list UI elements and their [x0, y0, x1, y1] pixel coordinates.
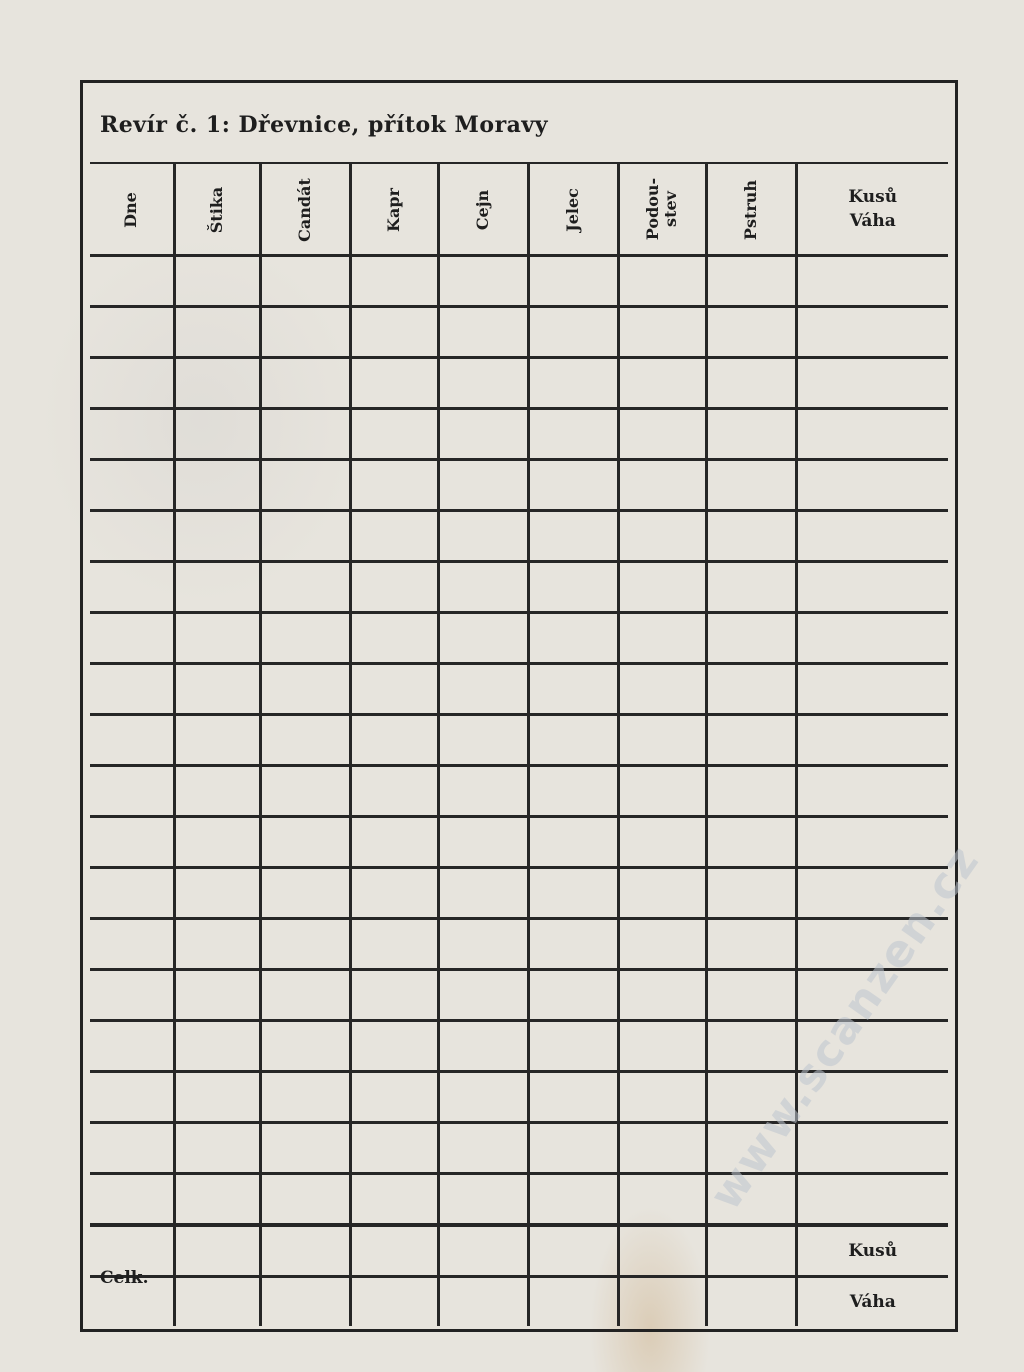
entry-cell[interactable] — [90, 562, 174, 613]
entry-cell[interactable] — [528, 817, 618, 868]
entry-cell[interactable] — [174, 511, 260, 562]
entry-cell[interactable] — [528, 511, 618, 562]
column-header — [618, 163, 706, 256]
entry-cell[interactable] — [260, 409, 350, 460]
entry-cell[interactable] — [90, 919, 174, 970]
entry-cell[interactable] — [350, 1072, 438, 1123]
entry-cell[interactable] — [528, 664, 618, 715]
entry-cell[interactable] — [618, 358, 706, 409]
table-row — [90, 511, 948, 562]
entry-cell[interactable] — [174, 562, 260, 613]
entry-cell[interactable] — [438, 511, 528, 562]
entry-cell[interactable] — [796, 817, 948, 868]
total-cell[interactable] — [438, 1277, 528, 1327]
entry-cell[interactable] — [438, 1174, 528, 1226]
entry-cell[interactable] — [706, 358, 796, 409]
entry-cell[interactable] — [90, 307, 174, 358]
entry-cell[interactable] — [706, 664, 796, 715]
totals-section — [90, 1225, 948, 1326]
entry-cell[interactable] — [618, 1021, 706, 1072]
entry-cell[interactable] — [796, 613, 948, 664]
entry-cell[interactable] — [260, 766, 350, 817]
total-cell[interactable] — [706, 1225, 796, 1277]
total-cell[interactable] — [618, 1225, 706, 1277]
entry-cell[interactable] — [528, 460, 618, 511]
entry-cell[interactable] — [706, 868, 796, 919]
total-cell[interactable] — [260, 1277, 350, 1327]
entry-cell[interactable] — [174, 613, 260, 664]
column-header — [796, 163, 948, 256]
entry-cell[interactable] — [618, 409, 706, 460]
entry-cell[interactable] — [528, 868, 618, 919]
column-header-label: Candát — [295, 177, 314, 242]
entry-cell[interactable] — [618, 307, 706, 358]
column-header — [260, 163, 350, 256]
entry-cell[interactable] — [618, 868, 706, 919]
entry-cell[interactable] — [618, 256, 706, 307]
entry-cell[interactable] — [618, 1123, 706, 1174]
entry-cell[interactable] — [796, 460, 948, 511]
entry-cell[interactable] — [260, 562, 350, 613]
watermark: www.scanzen.cz — [700, 835, 990, 1220]
entry-cell[interactable] — [90, 1021, 174, 1072]
entry-cell[interactable] — [90, 358, 174, 409]
table-row — [90, 256, 948, 307]
entry-cell[interactable] — [618, 460, 706, 511]
entry-cell[interactable] — [350, 1123, 438, 1174]
entry-cell[interactable] — [174, 256, 260, 307]
entry-cell[interactable] — [260, 1123, 350, 1174]
entry-cell[interactable] — [618, 1072, 706, 1123]
entry-cell[interactable] — [350, 460, 438, 511]
entry-cell[interactable] — [438, 460, 528, 511]
entry-cell[interactable] — [706, 409, 796, 460]
entry-cell[interactable] — [260, 1174, 350, 1226]
total-pieces-label: Kusů — [796, 1225, 948, 1277]
entry-cell[interactable] — [350, 817, 438, 868]
column-header — [90, 163, 174, 256]
entry-cell[interactable] — [528, 256, 618, 307]
entry-cell[interactable] — [260, 511, 350, 562]
entry-cell[interactable] — [260, 1072, 350, 1123]
entry-cell[interactable] — [90, 664, 174, 715]
entry-cell[interactable] — [528, 613, 618, 664]
entry-cell[interactable] — [350, 664, 438, 715]
entry-cell[interactable] — [260, 613, 350, 664]
table-row — [90, 460, 948, 511]
entry-cell[interactable] — [796, 307, 948, 358]
entry-cell[interactable] — [350, 562, 438, 613]
entry-cell[interactable] — [528, 562, 618, 613]
entry-cell[interactable] — [90, 460, 174, 511]
totals-label: Celk. — [100, 1268, 149, 1288]
entry-cell[interactable] — [528, 307, 618, 358]
entry-cell[interactable] — [260, 715, 350, 766]
entry-cell[interactable] — [174, 1021, 260, 1072]
table-row — [90, 307, 948, 358]
table-row — [90, 1123, 948, 1174]
entry-cell[interactable] — [174, 409, 260, 460]
entry-cell[interactable] — [438, 1072, 528, 1123]
entry-cell[interactable] — [90, 1174, 174, 1226]
entry-cell[interactable] — [438, 715, 528, 766]
entry-cell[interactable] — [260, 970, 350, 1021]
entry-cell[interactable] — [90, 868, 174, 919]
entry-cell[interactable] — [706, 511, 796, 562]
column-header-label: Kapr — [383, 187, 403, 232]
entry-cell[interactable] — [618, 766, 706, 817]
total-cell[interactable] — [438, 1225, 528, 1277]
entry-cell[interactable] — [350, 358, 438, 409]
table-row — [90, 562, 948, 613]
header-row — [90, 163, 948, 256]
entry-cell[interactable] — [706, 817, 796, 868]
entry-cell[interactable] — [174, 817, 260, 868]
entry-cell[interactable] — [618, 919, 706, 970]
table-row — [90, 970, 948, 1021]
entry-cell[interactable] — [438, 817, 528, 868]
entry-cell[interactable] — [350, 256, 438, 307]
entry-cell[interactable] — [174, 460, 260, 511]
column-header — [438, 163, 528, 256]
entry-cell[interactable] — [706, 919, 796, 970]
entry-cell[interactable] — [528, 970, 618, 1021]
entry-cell[interactable] — [706, 256, 796, 307]
table-row — [90, 1174, 948, 1226]
column-header — [350, 163, 438, 256]
entry-cell[interactable] — [438, 1021, 528, 1072]
table-row — [90, 664, 948, 715]
entry-cell[interactable] — [174, 307, 260, 358]
entry-cell[interactable] — [796, 1123, 948, 1174]
entry-cell[interactable] — [174, 715, 260, 766]
entry-cell[interactable] — [90, 715, 174, 766]
total-cell[interactable] — [528, 1225, 618, 1277]
entry-cell[interactable] — [618, 613, 706, 664]
entry-cell[interactable] — [350, 1174, 438, 1226]
entry-cell[interactable] — [796, 562, 948, 613]
entry-cell[interactable] — [438, 358, 528, 409]
form-title: Revír č. 1: Dřevnice, přítok Moravy — [100, 112, 548, 138]
entry-cell[interactable] — [438, 1123, 528, 1174]
entry-cell[interactable] — [174, 1174, 260, 1226]
entry-cell[interactable] — [706, 715, 796, 766]
entry-cell[interactable] — [528, 766, 618, 817]
entry-cell[interactable] — [90, 256, 174, 307]
catch-record-table — [90, 162, 948, 1326]
table-row — [90, 766, 948, 817]
entry-cell[interactable] — [174, 1123, 260, 1174]
total-weight-label: Váha — [796, 1277, 948, 1327]
entry-cell[interactable] — [174, 919, 260, 970]
entry-cell[interactable] — [174, 664, 260, 715]
entry-cell[interactable] — [90, 817, 174, 868]
table-row — [90, 358, 948, 409]
entry-cell[interactable] — [528, 1072, 618, 1123]
entry-cell[interactable] — [528, 358, 618, 409]
entry-cell[interactable] — [796, 358, 948, 409]
column-header-label: Pstruh — [741, 179, 760, 240]
entry-cell[interactable] — [438, 970, 528, 1021]
entry-cell[interactable] — [260, 919, 350, 970]
entry-cell[interactable] — [260, 307, 350, 358]
total-cell[interactable] — [528, 1277, 618, 1327]
entry-cell[interactable] — [350, 715, 438, 766]
column-header-label: Dne — [121, 191, 141, 228]
total-cell[interactable] — [174, 1277, 260, 1327]
entry-cell[interactable] — [260, 817, 350, 868]
entry-cell[interactable] — [796, 766, 948, 817]
entry-cell[interactable] — [528, 1021, 618, 1072]
entry-cell[interactable] — [618, 970, 706, 1021]
entry-cell[interactable] — [90, 1072, 174, 1123]
column-header-label: Kusů Váha — [848, 187, 898, 231]
total-cell[interactable] — [350, 1277, 438, 1327]
entry-cell[interactable] — [174, 1072, 260, 1123]
entry-cell[interactable] — [618, 562, 706, 613]
entry-cell[interactable] — [260, 1021, 350, 1072]
entry-cell[interactable] — [350, 1021, 438, 1072]
entry-cell[interactable] — [438, 868, 528, 919]
total-cell[interactable] — [706, 1277, 796, 1327]
entry-cell[interactable] — [350, 307, 438, 358]
entry-cell[interactable] — [618, 817, 706, 868]
entry-cell[interactable] — [438, 766, 528, 817]
entry-cell[interactable] — [90, 511, 174, 562]
entry-cell[interactable] — [796, 409, 948, 460]
table-row — [90, 919, 948, 970]
entry-cell[interactable] — [438, 664, 528, 715]
entry-cell[interactable] — [260, 256, 350, 307]
entry-cell[interactable] — [438, 613, 528, 664]
entry-cell[interactable] — [260, 460, 350, 511]
entry-cell[interactable] — [706, 1021, 796, 1072]
entry-cell[interactable] — [706, 460, 796, 511]
entry-cell[interactable] — [174, 358, 260, 409]
table-row — [90, 409, 948, 460]
entry-cell[interactable] — [90, 766, 174, 817]
entry-cell[interactable] — [90, 409, 174, 460]
entry-cell[interactable] — [706, 970, 796, 1021]
entry-cell[interactable] — [350, 409, 438, 460]
column-header — [528, 163, 618, 256]
entry-cell[interactable] — [618, 715, 706, 766]
entry-cell[interactable] — [260, 358, 350, 409]
entry-cell[interactable] — [796, 664, 948, 715]
column-header-label: Cejn — [473, 189, 492, 230]
total-cell[interactable] — [174, 1225, 260, 1277]
entry-cell[interactable] — [90, 970, 174, 1021]
entry-cell[interactable] — [350, 613, 438, 664]
entry-cell[interactable] — [260, 868, 350, 919]
entry-cell[interactable] — [174, 970, 260, 1021]
entry-cell[interactable] — [618, 664, 706, 715]
entry-cell[interactable] — [438, 562, 528, 613]
entry-cell[interactable] — [618, 1174, 706, 1226]
entry-cell[interactable] — [796, 1174, 948, 1226]
entry-cell[interactable] — [528, 919, 618, 970]
entry-cell[interactable] — [90, 1123, 174, 1174]
entry-cell[interactable] — [706, 307, 796, 358]
entry-cell[interactable] — [90, 613, 174, 664]
entry-cell[interactable] — [528, 1174, 618, 1226]
column-header — [706, 163, 796, 256]
total-cell[interactable] — [350, 1225, 438, 1277]
column-header-label: Štika — [206, 186, 226, 233]
column-header — [174, 163, 260, 256]
entry-cell[interactable] — [796, 511, 948, 562]
totals-row-weight — [90, 1277, 948, 1327]
entry-cell[interactable] — [706, 613, 796, 664]
entry-cell[interactable] — [796, 715, 948, 766]
column-header-label: Jelec — [563, 187, 582, 232]
entry-cell[interactable] — [350, 970, 438, 1021]
table-row — [90, 817, 948, 868]
entry-cell[interactable] — [618, 511, 706, 562]
table-row — [90, 868, 948, 919]
total-cell[interactable] — [618, 1277, 706, 1327]
entry-cell[interactable] — [528, 715, 618, 766]
entry-cell[interactable] — [350, 868, 438, 919]
entry-cell[interactable] — [174, 868, 260, 919]
entry-cell[interactable] — [438, 919, 528, 970]
entry-cell[interactable] — [174, 766, 260, 817]
entry-cell[interactable] — [706, 562, 796, 613]
entry-cell[interactable] — [350, 511, 438, 562]
table-row — [90, 613, 948, 664]
entry-cell[interactable] — [438, 409, 528, 460]
entry-cell[interactable] — [350, 766, 438, 817]
entry-cell[interactable] — [796, 256, 948, 307]
entry-cell[interactable] — [438, 307, 528, 358]
totals-row-pieces — [90, 1225, 948, 1277]
entry-cell[interactable] — [350, 919, 438, 970]
entry-cell[interactable] — [438, 256, 528, 307]
entry-cell[interactable] — [260, 664, 350, 715]
entry-cell[interactable] — [528, 1123, 618, 1174]
table-row — [90, 715, 948, 766]
total-cell[interactable] — [260, 1225, 350, 1277]
entry-cell[interactable] — [528, 409, 618, 460]
column-header-label: Podou- stev — [643, 177, 680, 241]
entry-cell[interactable] — [706, 766, 796, 817]
